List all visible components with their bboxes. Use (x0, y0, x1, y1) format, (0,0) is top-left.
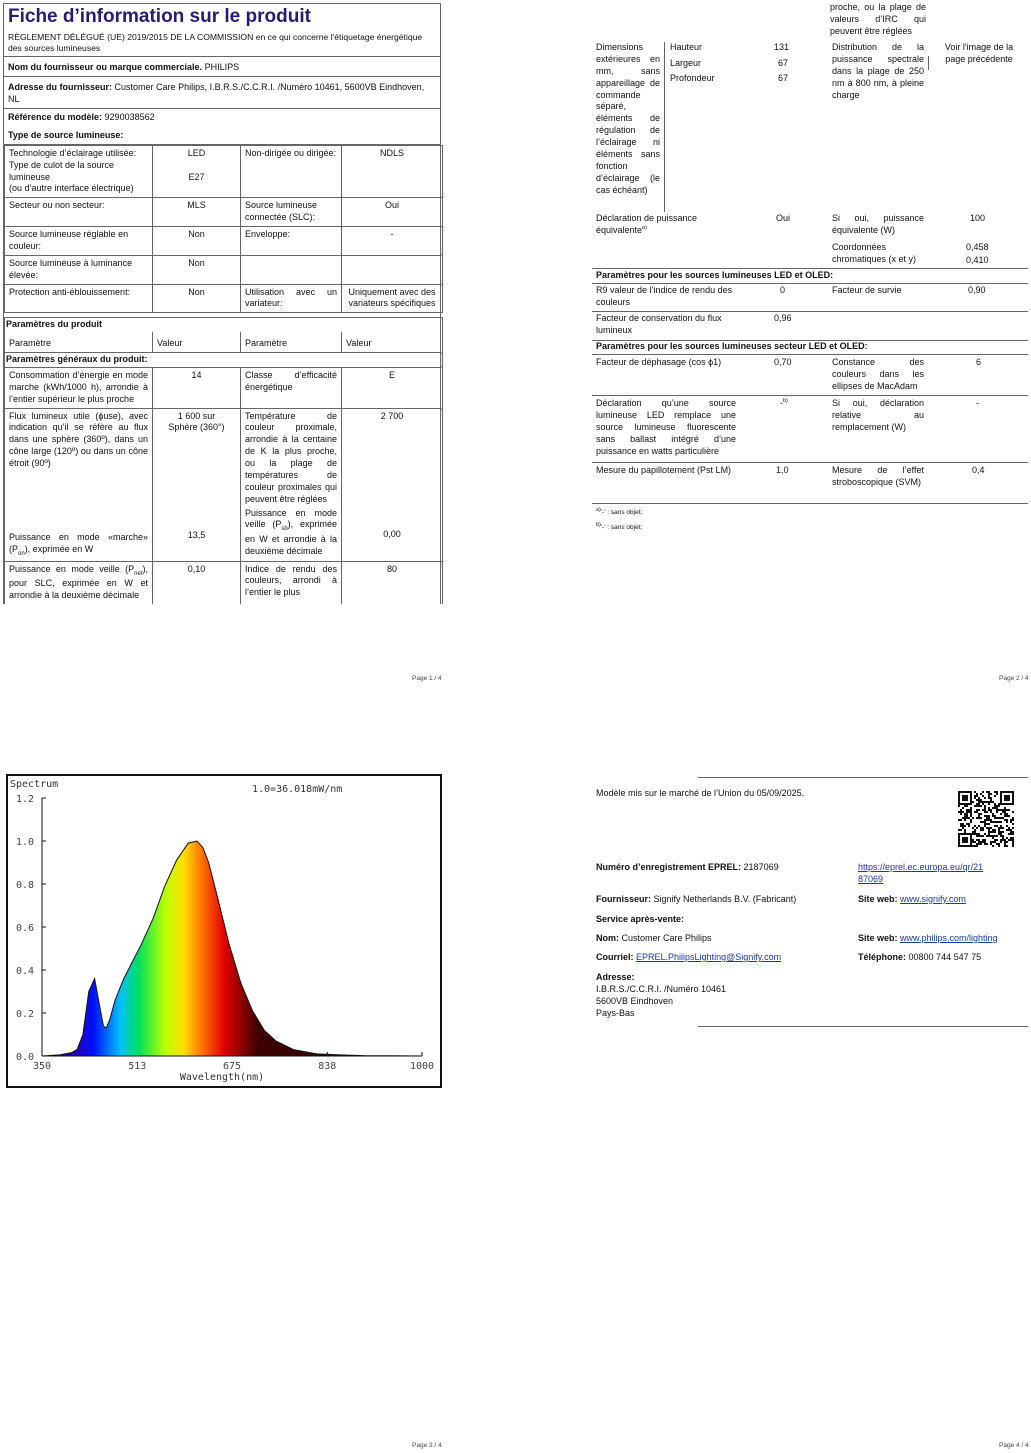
connected-label: Source lumineuse connectée (SLC): (241, 198, 342, 227)
aftersales-label: Service après-vente: (596, 914, 685, 924)
mains-label: Secteur ou non secteur: (5, 198, 153, 227)
directed-value: NDLS (342, 145, 443, 198)
envelope-label: Enveloppe: (241, 227, 342, 256)
height-label: Hauteur (670, 42, 703, 52)
divider (592, 354, 1028, 355)
spectrum-svg (8, 776, 440, 1086)
class-label: Classe d’efficacité énergétique (241, 367, 342, 408)
model-label: Référence du modèle: (8, 112, 103, 123)
luminance-label: Source lumineuse à luminance élevée: (5, 255, 153, 284)
website-row (858, 894, 966, 906)
envelope-value: - (342, 227, 443, 256)
divider (592, 503, 1028, 504)
product-params-table (4, 317, 443, 604)
email-row (596, 952, 781, 964)
address-line-3: Pays-Bas (596, 1007, 635, 1018)
spectrum-chart (6, 774, 442, 1088)
page-number: Page 4 / 4 (999, 1442, 1029, 1449)
website2-label: Site web: (858, 933, 898, 943)
led-head: Paramètres pour les sources lumineuses LED et OLED: (596, 270, 834, 280)
model-value: 9290038562 (104, 112, 155, 123)
page-number: Page 3 / 4 (412, 1442, 442, 1449)
source-type-label: Type de source lumineuse: (8, 129, 124, 140)
connected-value: Oui (342, 198, 443, 227)
dimmer-value: Uniquement avec des variateurs spécifiques (342, 284, 443, 313)
pst-label: Mesure du papillotement (Pst LM) (596, 465, 732, 475)
x-tick-label: 675 (222, 1061, 242, 1072)
glare-label: Protection anti-éblouissement: (5, 284, 153, 313)
net-standby-label: Puissance en mode veille $(P_{net})$, pour SLC, exprimée en W et arrondie à la deuxième décimale (5, 561, 153, 604)
pst-value: 1,0 (776, 465, 789, 475)
eprel-link[interactable]: https://eprel.ec.europa.eu/qr/21 87069 (858, 862, 984, 884)
divider (698, 1026, 1028, 1027)
cosphi-value: 0,70 (774, 357, 792, 367)
note-b: $^{b)}$'-' : sans objet; (596, 522, 643, 532)
glare-value: Non (153, 284, 241, 313)
cri-value: 80 (342, 561, 443, 604)
website-label: Site web: (858, 894, 898, 904)
cri-label: Indice de rendu des couleurs, arrondi à l’entier le plus (241, 561, 342, 604)
note-a: $^{a)}$'-' : sans objet; (596, 507, 643, 517)
r9-label: R9 valeur de l’indice de rendu des couleurs (596, 285, 733, 307)
divider (592, 268, 1028, 269)
macadam-value: 6 (976, 357, 982, 367)
page-title: Fiche d’information sur le produit (8, 6, 311, 27)
net-standby-value: 0,10 (153, 561, 241, 604)
x-axis-label: Wavelength(nm) (179, 1072, 265, 1083)
divider (592, 462, 1028, 463)
flux-value: 1 600 sur Sphère (360°) 13,5 (153, 408, 241, 561)
luminance-value: Non (153, 255, 241, 284)
address-label: Adresse du fournisseur: (8, 82, 113, 93)
y-tick-label: 0.2 (16, 1009, 35, 1020)
tech-label: Technologie d’éclairage utilisée: Type de culot de la source lumineuse (ou d’autre interface électrique) (5, 145, 153, 198)
divider (698, 777, 1028, 778)
cri-continuation: proche, ou la plage de valeurs d’IRC qui peuvent être réglées (830, 2, 926, 36)
energy-value: 14 (153, 367, 241, 408)
chroma-y: 0,410 (966, 255, 989, 265)
dimmer-label: Utilisation avec un variateur: (241, 284, 342, 313)
website2-link[interactable]: www.philips.com/lighting (900, 933, 998, 943)
svm-label: Mesure de l’effet stroboscopique (SVM) (832, 465, 924, 487)
supplier-label: Fournisseur: (596, 894, 652, 904)
colour-label: Source lumineuse réglable en couleur: (5, 227, 153, 256)
dimensions-label: Dimensions extérieures en mm, sans appareillage de commande séparé, éléments de régulation de l’éclairage ni éléments sans fonction d’éclairage (le cas échéant) (596, 42, 660, 195)
page-number: Page 1 / 4 (412, 675, 442, 682)
fluo-decl-label: Si oui, déclaration relative au remplacement (W) (832, 398, 924, 432)
equiv-value: Oui (776, 213, 791, 223)
regulation-text: RÈGLEMENT DÉLÉGUÉ (UE) 2019/2015 DE LA COMMISSION en ce qui concerne l'étiquetage énergétique des sources lumineuses (4, 29, 440, 58)
divider (928, 56, 929, 70)
directed-label: Non-dirigée ou dirigée: (241, 145, 342, 198)
maint-label: Facteur de conservation du flux lumineux (596, 313, 722, 335)
source-type-table (4, 145, 443, 314)
y-tick-label: 0.4 (16, 966, 35, 977)
width-value: 67 (778, 58, 789, 68)
y-tick-label: 0.0 (16, 1052, 35, 1063)
address-line-1: I.B.R.S./C.C.R.I. /Numéro 10461 (596, 983, 727, 994)
x-tick-label: 1000 (409, 1061, 435, 1072)
col-param-header: Paramètre (241, 332, 342, 352)
cosphi-label: Facteur de déphasage (cos ϕ1) (596, 357, 722, 367)
y-tick-label: 0.6 (16, 923, 35, 934)
supplier-value: Signify Netherlands B.V. (Fabricant) (653, 894, 797, 904)
power-on-value: 13,5 (187, 530, 206, 541)
height-value: 131 (774, 42, 790, 52)
tech-value: LED E27 (153, 145, 241, 198)
maint-value: 0,96 (774, 313, 792, 323)
divider (664, 42, 665, 212)
empty-cell (342, 255, 443, 284)
width-label: Largeur (670, 58, 702, 68)
svm-value: 0,4 (972, 465, 985, 475)
flux-label: Flux lumineux utile (ϕuse), avec indication qu’il se réfère au flux dans une sphère (360º), dans un cône large (120º) ou dans un cône étroit (90º) Puissance en mode «marche» $(P_{on})$, exprimée en W (5, 408, 153, 561)
chroma-label: Coordonnées chromatiques (x et y) (832, 242, 917, 264)
equiv-power-label: Si oui, puissance équivalente (W) (832, 213, 924, 235)
model-row (4, 109, 440, 145)
address-label: Adresse: (596, 972, 635, 982)
empty-cell (241, 255, 342, 284)
x-tick-label: 513 (128, 1061, 147, 1072)
supplier-value: PHILIPS (204, 62, 240, 73)
eprel-label: Numéro d’enregistrement EPREL: (596, 862, 742, 872)
y-tick-label: 0.8 (16, 880, 35, 891)
survival-label: Facteur de survie (832, 285, 902, 295)
spd-label: Distribution de la puissance spectrale dans la plage de 250 nm à 800 nm, à pleine charge (832, 42, 924, 100)
fluo-label: Déclaration qu’une source lumineuse LED remplace une source lumineuse fluorescente sans ballast intégré d’une puissance en watts particulière (596, 398, 736, 456)
website-link[interactable]: www.signify.com (900, 894, 966, 904)
class-value: E (342, 367, 443, 408)
market-date: Modèle mis sur le marché de l’Union du 05/09/2025. (596, 788, 805, 798)
x-tick-label: 350 (32, 1061, 52, 1072)
email-label: Courriel: (596, 952, 634, 962)
x-tick-label: 838 (318, 1061, 337, 1072)
address-line-2: 5600VB Eindhoven (596, 995, 674, 1006)
name-row (596, 933, 712, 945)
spectrum-area (42, 841, 422, 1056)
equiv-label: Déclaration de puissance équivalente$^{a)}$ (596, 213, 698, 235)
website2-row (858, 933, 998, 945)
name-label: Nom: (596, 933, 619, 943)
mains-value: MLS (153, 198, 241, 227)
eprel-row (596, 862, 779, 874)
fluo-value: -$^{b)}$ (780, 398, 788, 408)
page-1 (0, 0, 444, 690)
eprel-value: 2187069 (743, 862, 779, 872)
divider (592, 311, 1028, 312)
col-value-header: Valeur (153, 332, 241, 352)
macadam-label: Constance des couleurs dans les ellipses de MacAdam (832, 357, 924, 391)
address-row (4, 77, 440, 109)
depth-value: 67 (778, 73, 789, 83)
colour-value: Non (153, 227, 241, 256)
phone-value: 00800 744 547 75 (908, 952, 982, 962)
divider (592, 283, 1028, 284)
general-head: Paramètres généraux du produit: (5, 353, 443, 368)
col-param-header: Paramètre (5, 332, 153, 352)
spd-value: Voir l'image de la page précédente (944, 42, 1014, 64)
energy-label: Consommation d’énergie en mode marche (kWh/1000 h), arrondie à l’entier supérieur le plus proche (5, 367, 153, 408)
cct-label: Température de couleur proximale, arrondie à la centaine de K la plus proche, ou la plage de températures de couleur proximales qui peuvent être réglées Puissance en mode veille $(P_{sb})$, exprimée en W et arrondie à la deuxième décimale (241, 408, 342, 561)
standby-value: 0,00 (383, 529, 401, 540)
name-value: Customer Care Philips (621, 933, 712, 943)
phone-label: Téléphone: (858, 952, 907, 962)
params-head: Paramètres du produit (5, 318, 443, 332)
supplier-label: Nom du fournisseur ou marque commerciale. (8, 62, 203, 73)
col-value-header: Valeur (342, 332, 443, 352)
address-value: Customer Care Philips, I.B.R.S./C.C.R.I. /Numéro 10461, 5600VB Eindhoven, NL (8, 82, 425, 105)
chart-title: Spectrum (10, 779, 59, 790)
y-tick-label: 1.0 (16, 837, 35, 848)
product-info-sheet (3, 3, 441, 604)
address-block (596, 972, 726, 1020)
y-tick-label: 1.2 (16, 794, 35, 805)
divider (592, 395, 1028, 396)
depth-label: Profondeur (670, 73, 715, 83)
page-2 (590, 0, 1031, 690)
survival-value: 0,90 (968, 285, 986, 295)
supplier-row (4, 57, 440, 77)
supplier-row (596, 894, 796, 906)
page-4 (590, 730, 1031, 1453)
chart-annotation: 1.0=36.018mW/nm (252, 784, 343, 795)
phone-row (858, 952, 981, 964)
equiv-power-value: 100 (970, 213, 986, 223)
page-3 (0, 730, 444, 1453)
cct-value: 2 700 0,00 (342, 408, 443, 561)
fluo-decl-value: - (976, 398, 979, 408)
page-number: Page 2 / 4 (999, 675, 1029, 682)
r9-value: 0 (780, 285, 786, 295)
qr-code-icon (958, 791, 1014, 847)
mains-head: Paramètres pour les sources lumineuses secteur LED et OLED: (596, 341, 868, 351)
chroma-x: 0,458 (966, 242, 989, 252)
email-link[interactable]: EPREL.PhilipsLighting@Signify.com (636, 952, 782, 962)
